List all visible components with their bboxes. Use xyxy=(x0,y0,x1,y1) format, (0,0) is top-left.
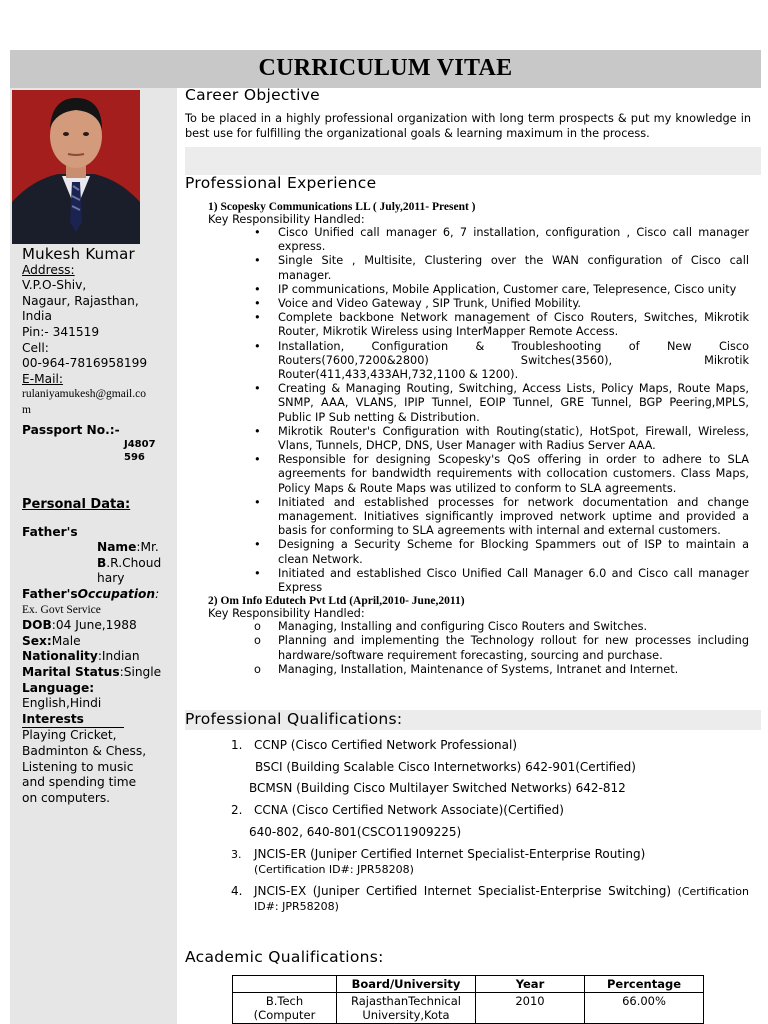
qualification-subitem: 640-802, 640-801(CSCO11909225) xyxy=(249,825,462,839)
table-header: Year xyxy=(476,976,585,993)
father-label: Father's xyxy=(22,524,78,539)
list-item: • Single Site , Multisite, Clustering over the WAN configuration of Cisco call manager. xyxy=(254,254,749,282)
marital-line: Marital Status:Single xyxy=(22,664,162,679)
interest-line: on computers. xyxy=(22,790,111,805)
table-header: Percentage xyxy=(585,976,704,993)
qualification-item: 2. CCNA (Cisco Certified Network Associate)(Certified) xyxy=(231,803,564,817)
passport-number: 596 xyxy=(124,452,145,464)
job2-responsibilities xyxy=(185,620,761,677)
qualification-item: 4. JNCIS-EX (Juniper Certified Internet Specialist-Enterprise Switching) (Certification ID#: JPR58208) xyxy=(231,884,749,913)
father-name-line: B.R.Choud xyxy=(97,555,162,570)
list-item: • Designing a Security Scheme for Blocking Spammers out of ISP to maintain a clean Network. xyxy=(254,538,749,566)
list-item: • Cisco Unified call manager 6, 7 installation, configuration , Cisco call manager express. xyxy=(254,226,749,254)
list-item: • Complete backbone Network management of Cisco Routers, Switches, Mikrotik Router, Mikrotik Wireless using InterMapper Remote Access. xyxy=(254,311,749,339)
address-line: India xyxy=(22,309,52,324)
table-cell: 66.00% xyxy=(585,993,704,1024)
key-responsibility-label: Key Responsibility Handled: xyxy=(208,607,365,621)
professional-qualifications-heading: Professional Qualifications: xyxy=(185,710,761,730)
email-line: rulaniyamukesh@gmail.co xyxy=(22,388,146,401)
address-label: Address: xyxy=(22,262,75,277)
list-item: • IP communications, Mobile Application, Customer care, Telepresence, Cisco unity xyxy=(254,282,737,296)
academic-qualifications-heading: Academic Qualifications: xyxy=(185,948,384,966)
list-item: • Mikrotik Router's Configuration with Routing(static), HotSpot, Firewall, Wireless, Vlans, Tunnels, DHCP, DNS, User Manager with Radius Server AAA. xyxy=(254,424,749,453)
table-cell: RajasthanTechnical University,Kota xyxy=(337,993,476,1024)
experience-heading: Professional Experience xyxy=(185,174,377,192)
father-name-line: Name:Mr. xyxy=(97,540,159,555)
table-cell: B.Tech (Computer xyxy=(233,993,337,1024)
occupation-value: Ex. Govt Service xyxy=(22,603,101,616)
list-item: • Initiated and established Cisco Unified Call Manager 6.0 and Cisco call manager Express xyxy=(254,566,749,595)
table-header xyxy=(233,976,337,993)
sex-line: Sex:Male xyxy=(22,633,81,648)
qualification-subitem: BCMSN (Building Cisco Multilayer Switched Networks) 642-812 xyxy=(249,781,626,795)
language-value: English,Hindi xyxy=(22,696,102,711)
list-item: • Creating & Managing Routing, Switching, Access Lists, Policy Maps, Route Maps, SNMP, AAA, VLANS, IPIP Tunnel, EOIP Tunnel, GRE Tunnel, BGP Peering,MPLS, Public IP Sub netting & Distribution. xyxy=(254,382,749,424)
key-responsibility-label: Key Responsibility Handled: xyxy=(208,213,365,226)
job1-responsibilities xyxy=(185,226,761,595)
email-label: E-Mail: xyxy=(22,371,63,386)
passport-label: Passport No.:- xyxy=(22,422,120,437)
list-item: • Installation, Configuration & Troubleshooting of New Cisco Routers(7600,7200&2800) Switches(3560), Mikrotik Router(411,433,433AH,732,1100 & 1200). xyxy=(254,339,749,382)
sidebar-info xyxy=(22,247,172,464)
passport-number: J4807 xyxy=(124,439,156,451)
table-row xyxy=(233,993,704,1024)
email-line: m xyxy=(22,403,31,416)
qualification-item: 3. JNCIS-ER (Juniper Certified Internet Specialist-Enterprise Routing) (Certification ID#: JPR58208) xyxy=(231,847,646,876)
list-item: o Planning and implementing the Technology rollout for new processes including hardware/software requirement forecasting, sourcing and purchase. xyxy=(254,634,749,662)
cv-title: CURRICULUM VITAE xyxy=(10,50,761,88)
list-item: • Voice and Video Gateway , SIP Trunk, Unified Mobility. xyxy=(254,297,581,311)
address-line: V.P.O-Shiv, xyxy=(22,278,87,293)
career-objective-text: To be placed in a highly professional organization with long term prospects & put my knowledge in best use for fulfilling the organizational goals & learning maximum in the process. xyxy=(185,112,751,140)
interest-line: Playing Cricket, xyxy=(22,728,117,743)
academic-table xyxy=(232,975,704,1024)
job-title: 2) Om Info Edutech Pvt Ltd (April,2010- June,2011) xyxy=(208,595,465,608)
person-name: Mukesh Kumar xyxy=(22,245,135,263)
list-item: • Responsible for designing Scopesky's QoS offering in order to adhere to SLA agreements for bandwidth requirements with collocation customers. Class Maps, Policy Maps & Route Maps was utilized to conform to SLA agreements. xyxy=(254,453,749,495)
personal-data-label: Personal Data: xyxy=(22,497,131,512)
interest-line: Badminton & Chess, xyxy=(22,743,147,758)
table-header: Board/University xyxy=(337,976,476,993)
interest-line: Listening to music xyxy=(22,759,134,774)
address-line: Nagaur, Rajasthan, xyxy=(22,293,139,308)
qualification-item: 1. CCNP (Cisco Certified Network Professional) xyxy=(231,738,518,752)
section-spacer xyxy=(185,147,761,175)
cell-label: Cell: xyxy=(22,340,49,355)
address-line: Pin:- 341519 xyxy=(22,324,100,339)
dob-line: DOB:04 June,1988 xyxy=(22,618,137,633)
table-cell: 2010 xyxy=(476,993,585,1024)
occupation-line: Father'sOccupation: xyxy=(22,586,160,601)
father-name-line: hary xyxy=(97,571,125,586)
qualification-subitem: BSCI (Building Scalable Cisco Internetworks) 642-901(Certified) xyxy=(255,760,636,774)
cell-number: 00-964-7816958199 xyxy=(22,356,148,371)
list-item: o Managing, Installing and configuring Cisco Routers and Switches. xyxy=(254,620,648,634)
interests-label: Interests xyxy=(22,712,124,729)
career-objective-heading: Career Objective xyxy=(185,86,321,104)
qualifications-list xyxy=(185,738,761,914)
language-line: Language: xyxy=(22,680,95,695)
interest-line: and spending time xyxy=(22,775,137,790)
list-item: • Initiated and established processes for network documentation and change management. Initiatives significantly improved network uptime and provided a basis for conforming to SLA agreements with internal and external customers. xyxy=(254,495,749,538)
personal-data xyxy=(22,497,172,806)
experience-body xyxy=(185,201,761,677)
profile-photo xyxy=(12,90,140,244)
job-title: 1) Scopesky Communications LL ( July,2011- Present ) xyxy=(208,201,476,213)
list-item: o Managing, Installation, Maintenance of Systems, Intranet and Internet. xyxy=(254,662,679,676)
nationality-line: Nationality:Indian xyxy=(22,649,140,664)
table-header-row xyxy=(233,976,704,993)
